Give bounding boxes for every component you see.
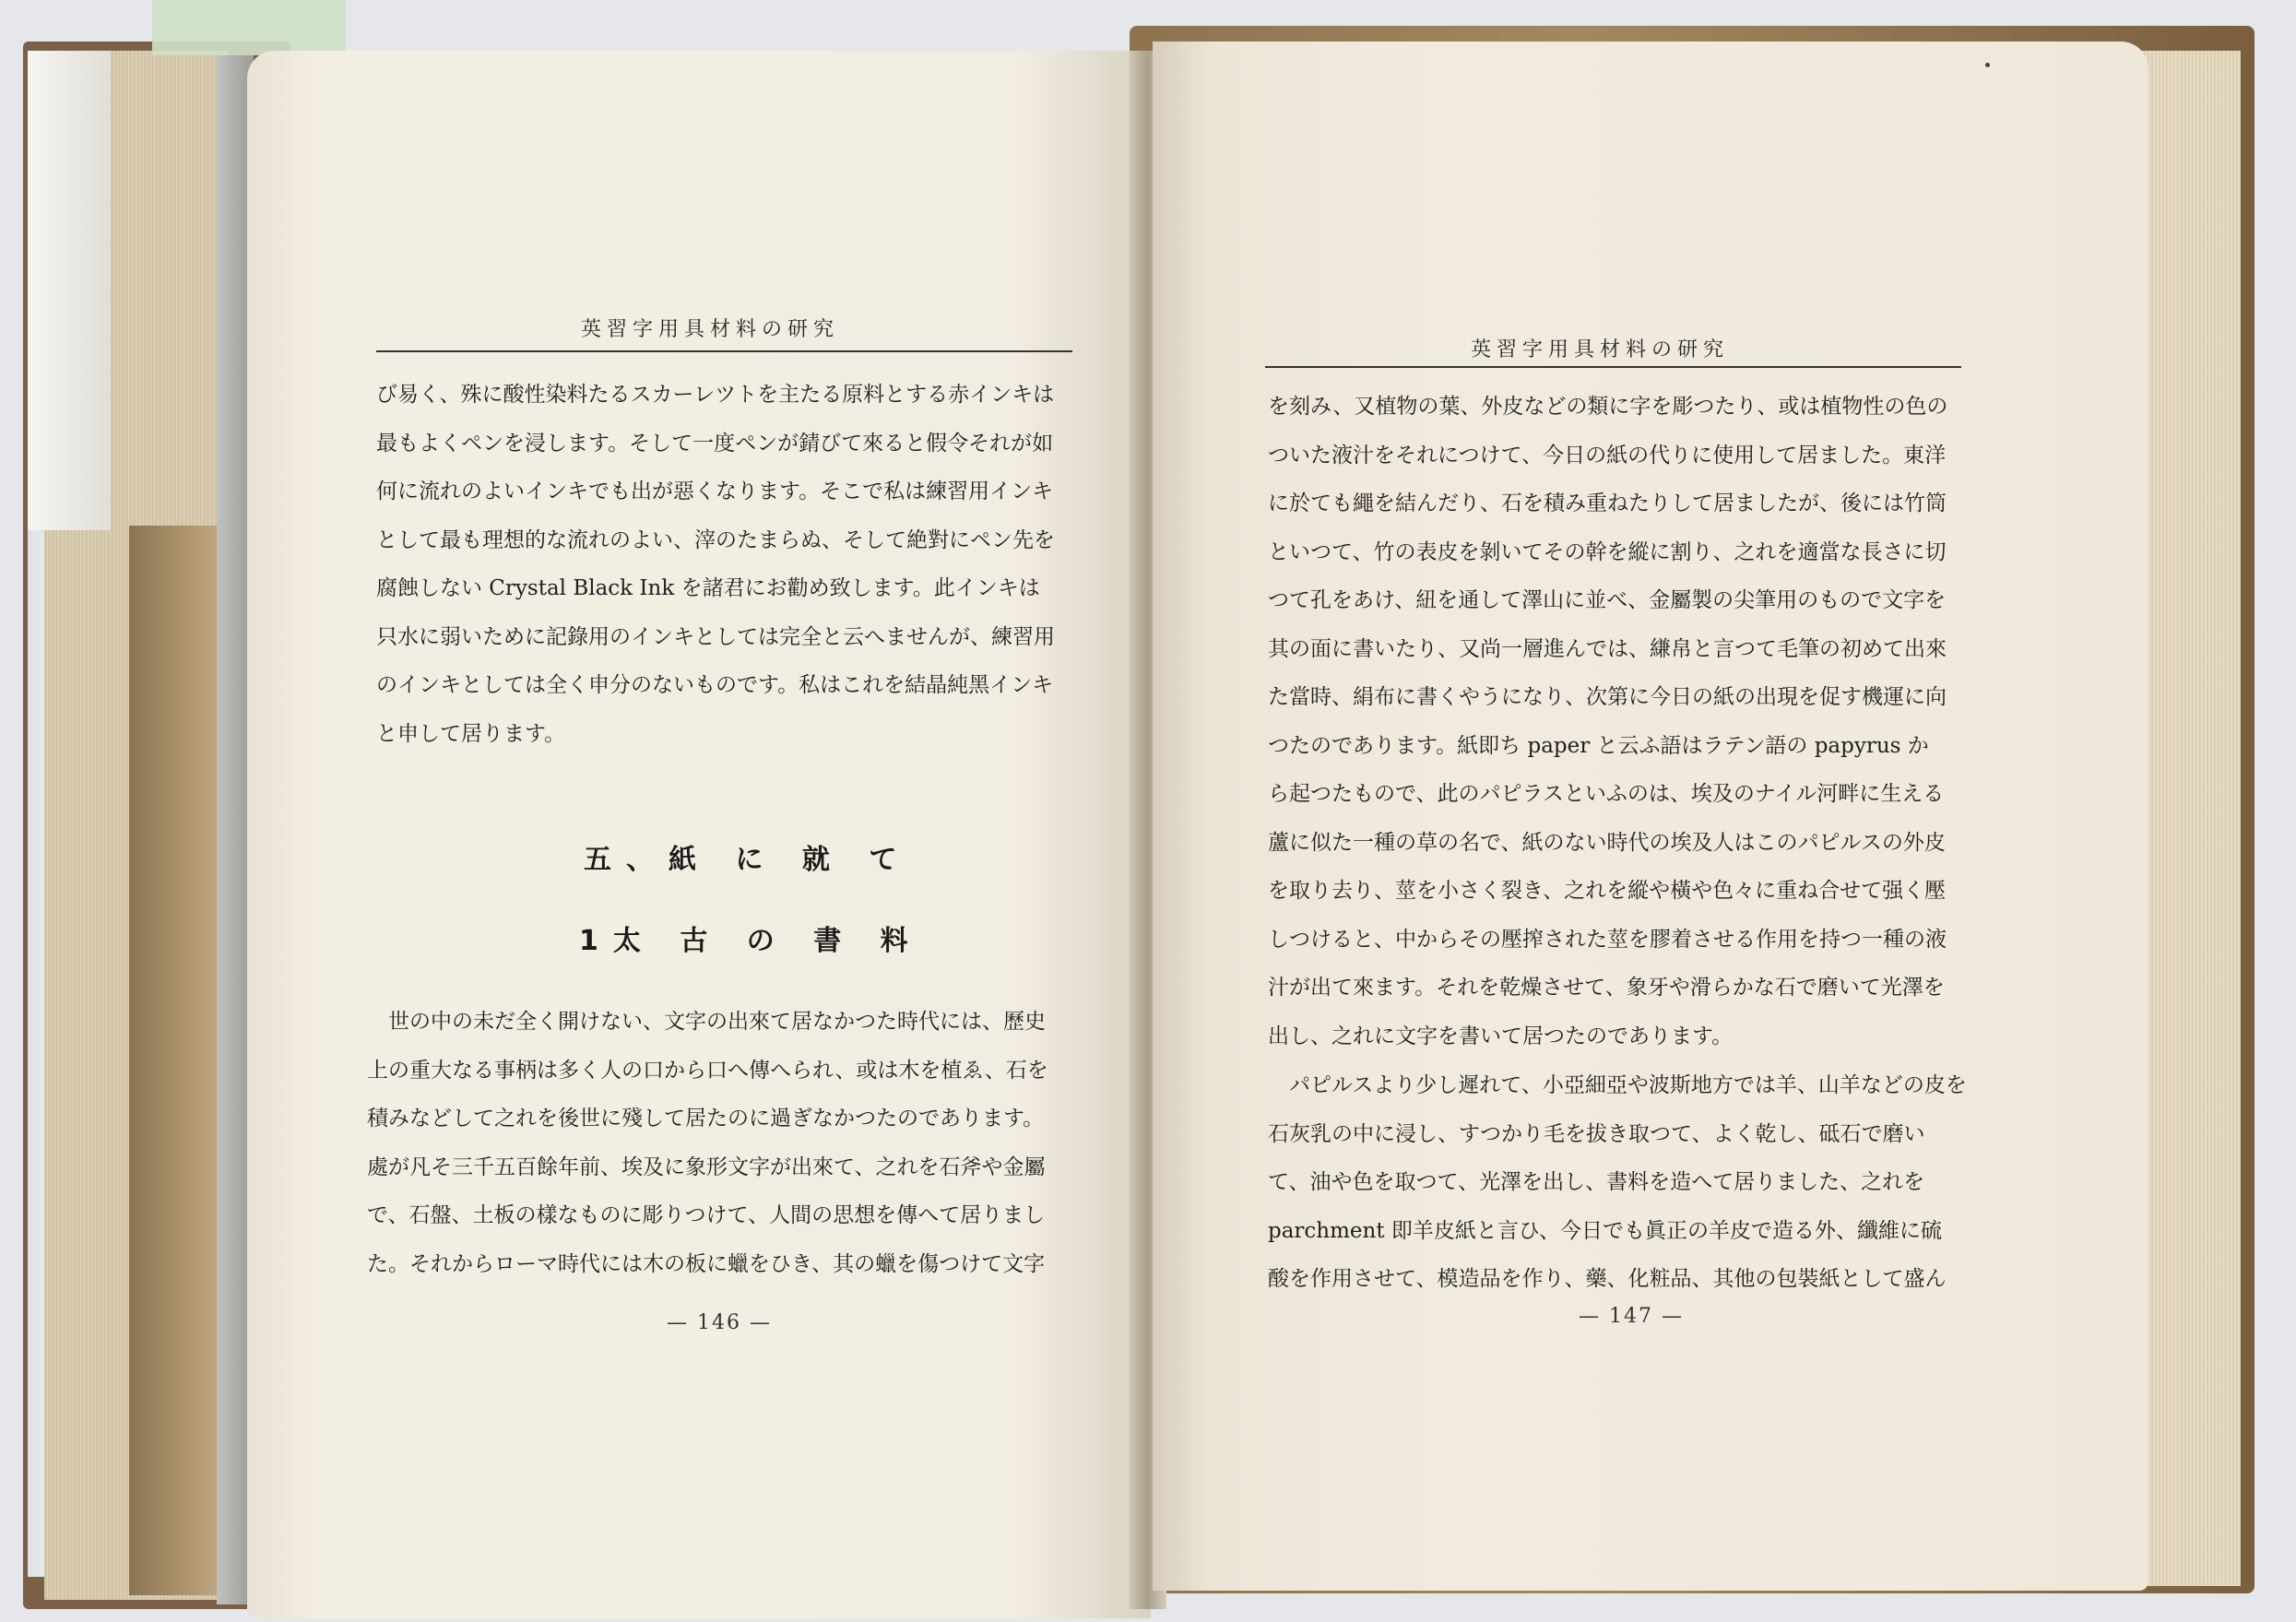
text-line: 腐蝕しない Crystal Black Ink を諸君にお勸め致します。此インキは: [376, 576, 1040, 600]
text-line: と申して居ります。: [376, 721, 566, 746]
text-line: のインキとしては全く申分のないものです。私はこれを結晶純黑インキ: [376, 673, 1054, 697]
text-line: 汁が出て來ます。それを乾燥させて、象牙や滑らかな石で磨いて光澤を: [1268, 976, 1945, 1000]
section-title: 五、紙 に 就 て: [584, 844, 912, 876]
text-line: を取り去り、莖を小さく裂き、之れを縱や橫や色々に重ね合せて强く壓: [1268, 879, 1947, 903]
paragraph: [1268, 383, 1947, 1060]
ink-speck: [1985, 63, 1990, 67]
text-line: 積みなどして之れを後世に殘して居たのに過ぎなかつたのであります。: [367, 1107, 1045, 1131]
text-line: ついた液汁をそれにつけて、今日の紙の代りに使用して居ました。東洋: [1268, 443, 1947, 468]
text-line: つて孔をあけ、紐を通して澤山に並べ、金屬製の尖筆用のもので文字を: [1268, 588, 1947, 612]
left-white-band: [28, 51, 111, 530]
text-line: て、油や色を取つて、光澤を出し、書料を造へて居りました、之れを: [1268, 1170, 1925, 1194]
text-line: つたのであります。紙即ち paper と云ふ語はラテン語の papyrus か: [1268, 733, 1929, 758]
text-line: パピルスより少し遲れて、小亞細亞や波斯地方では羊、山羊などの皮を: [1268, 1073, 1967, 1097]
text-line: ら起つたもので、此のパピラスといふのは、埃及のナイル河畔に生える: [1268, 782, 1945, 806]
paragraph: [376, 371, 1055, 758]
text-line: 石灰乳の中に浸し、すつかり毛を拔き取つて、よく乾し、砥石で磨い: [1268, 1121, 1925, 1146]
left-page: [247, 51, 1151, 1618]
header-rule: [376, 350, 1072, 352]
text-line: た。それからローマ時代には木の板に蠟をひき、其の蠟を傷つけて文字: [367, 1251, 1046, 1276]
text-line: た當時、絹布に書くやうになり、次第に今日の紙の出現を促す機運に向: [1268, 685, 1947, 709]
page-number: — 146 —: [667, 1311, 772, 1334]
text-line: 上の重大なる事柄は多く人の口から口へ傳へられ、或は木を植ゑ、石を: [367, 1058, 1048, 1083]
text-line: び易く、殊に酸性染料たるスカーレツトを主たる原料とする赤インキは: [376, 383, 1055, 407]
text-line: 世の中の未だ全く開けない、文字の出來て居なかつた時代には、歷史: [367, 1010, 1046, 1034]
subsection-title: 1太 古 の 書 料: [579, 925, 923, 957]
text-line: 酸を作用させて、模造品を作り、藥、化粧品、其他の包裝紙として盛ん: [1268, 1267, 1947, 1291]
header-rule: [1265, 366, 1961, 368]
running-head: 英習字用具材料の研究: [581, 318, 840, 341]
text-line: といつて、竹の表皮を剝いてその幹を縱に割り、之れを適當な長さに切: [1268, 539, 1947, 564]
text-line: に於ても繩を結んだり、石を積み重ねたりして居ましたが、後には竹筒: [1268, 491, 1947, 515]
text-line: 處が凡そ三千五百餘年前、埃及に象形文字が出來て、之れを石斧や金屬: [367, 1154, 1046, 1179]
text-line: 最もよくペンを浸します。そして一度ペンが錆びて來ると假令それが如: [376, 431, 1054, 456]
text-line: を刻み、又植物の葉、外皮などの類に字を彫つたり、或は植物性の色の: [1268, 395, 1948, 419]
text-line: で、石盤、土板の樣なものに彫りつけて、人間の思想を傳へて居りまし: [367, 1203, 1046, 1227]
text-line: 蘆に似た一種の草の名で、紙のない時代の埃及人はこのパピルスの外皮: [1268, 830, 1946, 855]
text-line: 何に流れのよいインキでも出が惡くなります。そこで私は練習用インキ: [376, 479, 1054, 503]
paragraph: [1268, 1061, 1967, 1304]
text-line: として最も理想的な流れのよい、滓のたまらぬ、そして絶對にペン先を: [376, 527, 1055, 552]
text-line: parchment 即羊皮紙と言ひ、今日でも眞正の羊皮で造る外、纖維に硫: [1268, 1218, 1942, 1243]
right-page: [1153, 41, 2148, 1591]
page-number: — 147 —: [1579, 1305, 1684, 1328]
text-line: しつけると、中からその壓搾された莖を膠着させる作用を持つ一種の液: [1268, 927, 1947, 952]
text-line: 出し、之れに文字を書いて居つたのであります。: [1268, 1024, 1734, 1048]
paragraph: [367, 998, 1048, 1288]
running-head: 英習字用具材料の研究: [1471, 338, 1730, 361]
text-line: 其の面に書いたり、又尚一層進んでは、縑帛と言つて毛筆の初めて出來: [1268, 636, 1947, 661]
text-line: 只水に弱いために記錄用のインキとしては完全と云へませんが、練習用: [376, 624, 1055, 649]
tape-tab: [152, 0, 346, 55]
